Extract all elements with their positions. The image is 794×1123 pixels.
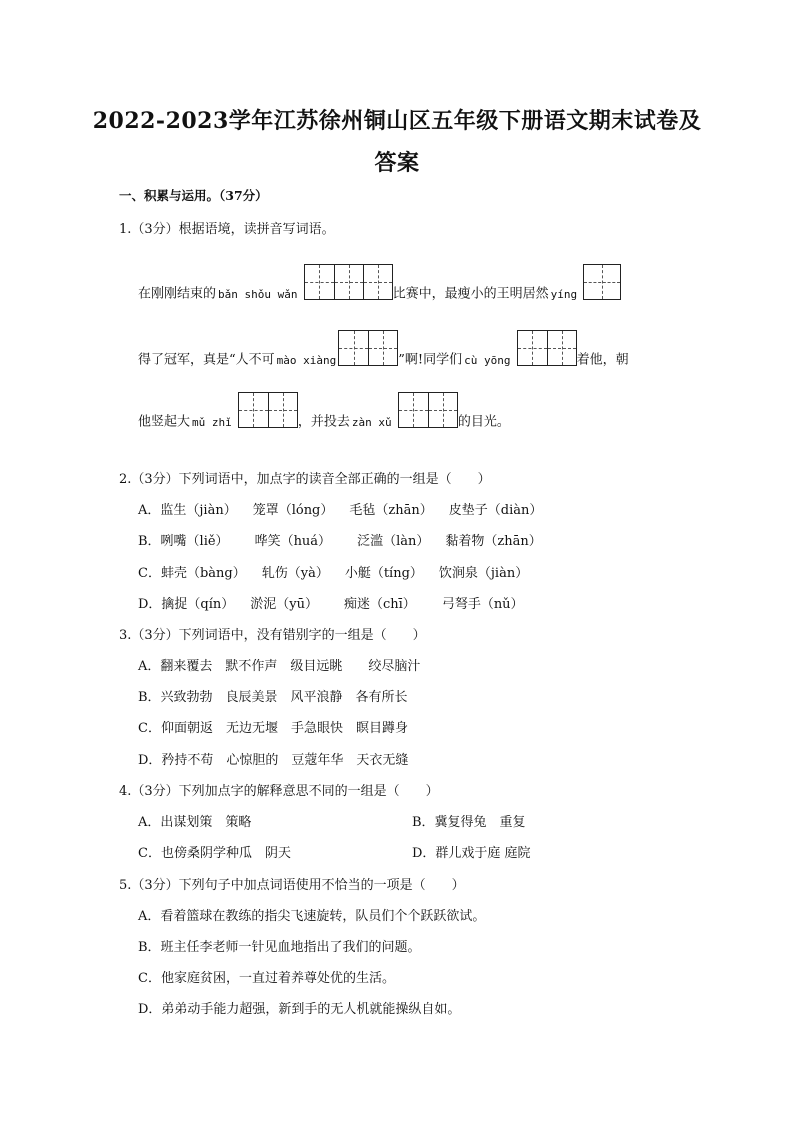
option-text: D．擒捉（qín） <box>138 597 235 612</box>
pinyin: cù yōng <box>464 353 511 367</box>
q1-text: ，并投去 <box>297 414 350 430</box>
page-title-cont: 答案 <box>374 150 420 176</box>
q2-option-d <box>138 593 524 612</box>
pinyin: yíng <box>550 287 578 301</box>
q5-option-d: D．弟弟动手能力超强，新到手的无人机就能操纵自如。 <box>138 1002 461 1017</box>
pinyin: bǎn shǒu wǎn <box>218 287 298 301</box>
option-text: B．咧嘴（liě） <box>138 534 229 549</box>
q1-text: ”啊!同学们 <box>398 352 463 368</box>
q3-option-a: A．翻来覆去 默不作声 级目远眺 绞尽脑汁 <box>138 659 421 674</box>
q1-text: 他竖起大 <box>138 414 191 430</box>
option-text: 哗笑（huá） <box>254 534 332 549</box>
option-text: 毛毡（zhān） <box>349 503 433 518</box>
q2-option-a <box>138 499 542 518</box>
q1-text: 着他，朝 <box>576 352 629 368</box>
option-text: 小艇（tíng） <box>344 566 423 581</box>
q3-stem: 3.（3分）下列词语中，没有错别字的一组是（ ） <box>119 628 426 643</box>
q4-option-d: D．群儿戏于庭 庭院 <box>412 846 531 861</box>
q2-option-c <box>138 562 528 581</box>
answer-boxes[interactable] <box>583 264 621 300</box>
option-text: 黏着物（zhān） <box>445 534 542 549</box>
q1-line1 <box>138 276 621 312</box>
q4-stem: 4.（3分）下列加点字的解释意思不同的一组是（ ） <box>119 784 439 799</box>
answer-boxes[interactable] <box>517 330 577 366</box>
option-text: A．监生（jiàn） <box>138 503 237 518</box>
option-text: 痴迷（chī） <box>344 597 416 612</box>
option-text: 饮涧泉（jiàn） <box>438 566 529 581</box>
pinyin: mǔ zhǐ <box>192 415 232 429</box>
q4-option-a: A．出谋划策 策略 <box>138 815 252 830</box>
q1-text: 的目光。 <box>457 414 510 430</box>
q4-option-b: B．冀复得兔 重复 <box>412 815 526 830</box>
q5-stem: 5.（3分）下列句子中加点词语使用不恰当的一项是（ ） <box>119 878 465 893</box>
q2-option-b <box>138 530 542 549</box>
q1-text: 得了冠军，真是“人不可 <box>138 352 275 368</box>
q2-stem: 2.（3分）下列词语中，加点字的读音全部正确的一组是（ ） <box>119 472 491 487</box>
q1-line2 <box>138 342 629 378</box>
q4-option-c: C．也傍桑阴学种瓜 阴天 <box>138 846 291 861</box>
q5-option-a: A．看着篮球在教练的指尖飞速旋转，队员们个个跃跃欲试。 <box>138 909 486 924</box>
q5-option-c: C．他家庭贫困，一直过着养尊处优的生活。 <box>138 971 395 986</box>
option-text: 弓弩手（nǔ） <box>441 597 524 612</box>
answer-boxes[interactable] <box>238 392 298 428</box>
option-text: C．蚌壳（bàng） <box>138 566 246 581</box>
answer-boxes[interactable] <box>338 330 398 366</box>
page-title: 2022-2023学年江苏徐州铜山区五年级下册语文期末试卷及 <box>92 108 702 134</box>
q1-text: 比赛中，最瘦小的王明居然 <box>392 286 549 302</box>
answer-boxes[interactable] <box>304 264 393 300</box>
pinyin: mào xiàng <box>276 353 337 367</box>
answer-boxes[interactable] <box>398 392 458 428</box>
q1-text: 在刚刚结束的 <box>138 286 217 302</box>
option-text: 淤泥（yū） <box>250 597 318 612</box>
q5-option-b: B．班主任李老师一针见血地指出了我们的问题。 <box>138 940 421 955</box>
q1-line3 <box>138 404 510 440</box>
option-text: 泛滥（làn） <box>357 534 430 549</box>
q3-option-c: C．仰面朝返 无边无堰 手急眼快 瞑目蹲身 <box>138 721 408 736</box>
q3-option-d: D．矜持不苟 心惊胆的 豆蔻年华 天衣无缝 <box>138 753 409 768</box>
q3-option-b: B．兴致勃勃 良辰美景 风平浪静 各有所长 <box>138 690 408 705</box>
section-heading: 一、积累与运用。（37分） <box>119 188 268 203</box>
option-text: 笼罩（lóng） <box>252 503 334 518</box>
option-text: 轧伤（yà） <box>261 566 329 581</box>
q1-stem: 1.（3分）根据语境，读拼音写词语。 <box>119 222 335 237</box>
pinyin: zàn xǔ <box>351 415 392 429</box>
option-text: 皮垫子（diàn） <box>448 503 543 518</box>
